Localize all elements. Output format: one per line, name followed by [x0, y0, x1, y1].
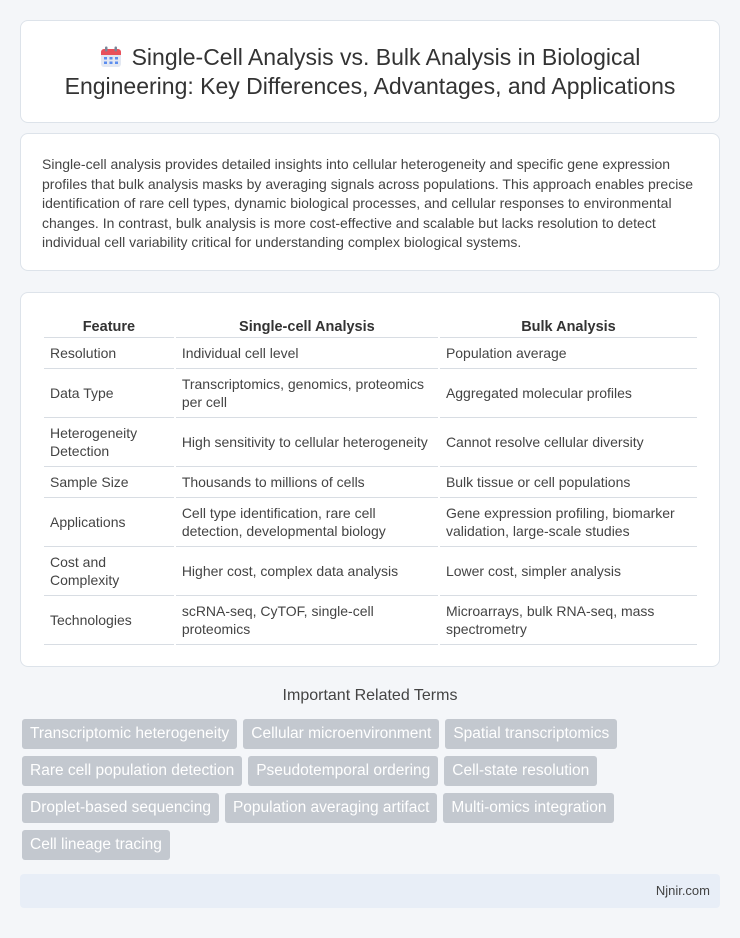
header-feature: Feature [44, 315, 174, 338]
footer-site-link[interactable]: Njnir.com [655, 883, 710, 898]
bulk-value: Gene expression profiling, biomarker validation, large-scale studies [440, 498, 697, 547]
single-cell-value: scRNA-seq, CyTOF, single-cell proteomics [176, 596, 438, 645]
single-cell-value: Cell type identification, rare cell detection, developmental biology [176, 498, 438, 547]
related-term-tag[interactable]: Rare cell population detection [22, 756, 242, 786]
page-title [21, 43, 719, 101]
feature-cell: Applications [44, 498, 174, 547]
title-card [20, 20, 720, 123]
bulk-value: Population average [440, 338, 697, 369]
footer-bar [20, 874, 720, 908]
bulk-value: Cannot resolve cellular diversity [440, 418, 697, 467]
single-cell-value: Transcriptomics, genomics, proteomics per cell [176, 369, 438, 418]
bulk-value: Lower cost, simpler analysis [440, 547, 697, 596]
bulk-value: Aggregated molecular profiles [440, 369, 697, 418]
intro-paragraph: Single-cell analysis provides detailed insights into cellular heterogeneity and specific gene expression profiles that bulk analysis masks by averaging signals across populations. This approach enables precise identification of rare cell types, dynamic biological processes, and cellular responses to environmental changes. In contrast, bulk analysis is more cost-effective and scalable but lacks resolution to detect individual cell variability critical for understanding complex biological systems. [42, 156, 694, 250]
feature-cell: Cost and Complexity [44, 547, 174, 596]
feature-cell: Technologies [44, 596, 174, 645]
feature-cell: Resolution [44, 338, 174, 369]
table-row [44, 467, 697, 498]
title-line-2: Engineering: Key Differences, Advantages, and Applications [64, 73, 676, 99]
feature-cell: Sample Size [44, 467, 174, 498]
table-row [44, 596, 697, 645]
related-term-tag[interactable]: Spatial transcriptomics [445, 719, 617, 749]
table-row [44, 418, 697, 467]
related-term-tag[interactable]: Pseudotemporal ordering [248, 756, 438, 786]
feature-cell: Data Type [44, 369, 174, 418]
related-term-tag[interactable]: Cell-state resolution [444, 756, 597, 786]
comparison-table-card [20, 292, 720, 667]
related-term-tag[interactable]: Population averaging artifact [225, 793, 437, 823]
feature-cell: Heterogeneity Detection [44, 418, 174, 467]
bulk-value: Microarrays, bulk RNA-seq, mass spectrometry [440, 596, 697, 645]
header-single-cell: Single-cell Analysis [176, 315, 438, 338]
header-bulk: Bulk Analysis [440, 315, 697, 338]
calendar-icon [100, 46, 122, 68]
related-term-tag[interactable]: Droplet-based sequencing [22, 793, 219, 823]
table-row [44, 338, 697, 369]
related-term-tag[interactable]: Cellular microenvironment [243, 719, 439, 749]
related-terms-list [22, 719, 722, 860]
table-row [44, 498, 697, 547]
single-cell-value: Individual cell level [176, 338, 438, 369]
related-term-tag[interactable]: Cell lineage tracing [22, 830, 170, 860]
comparison-table [42, 315, 699, 645]
single-cell-value: Thousands to millions of cells [176, 467, 438, 498]
single-cell-value: High sensitivity to cellular heterogeneity [176, 418, 438, 467]
related-terms-title: Important Related Terms [282, 687, 458, 704]
title-line-1: Single-Cell Analysis vs. Bulk Analysis in Biological [131, 44, 641, 70]
table-header-row [44, 315, 697, 338]
table-row [44, 547, 697, 596]
single-cell-value: Higher cost, complex data analysis [176, 547, 438, 596]
table-row [44, 369, 697, 418]
intro-card [20, 133, 720, 271]
related-term-tag[interactable]: Transcriptomic heterogeneity [22, 719, 237, 749]
related-term-tag[interactable]: Multi-omics integration [443, 793, 614, 823]
bulk-value: Bulk tissue or cell populations [440, 467, 697, 498]
